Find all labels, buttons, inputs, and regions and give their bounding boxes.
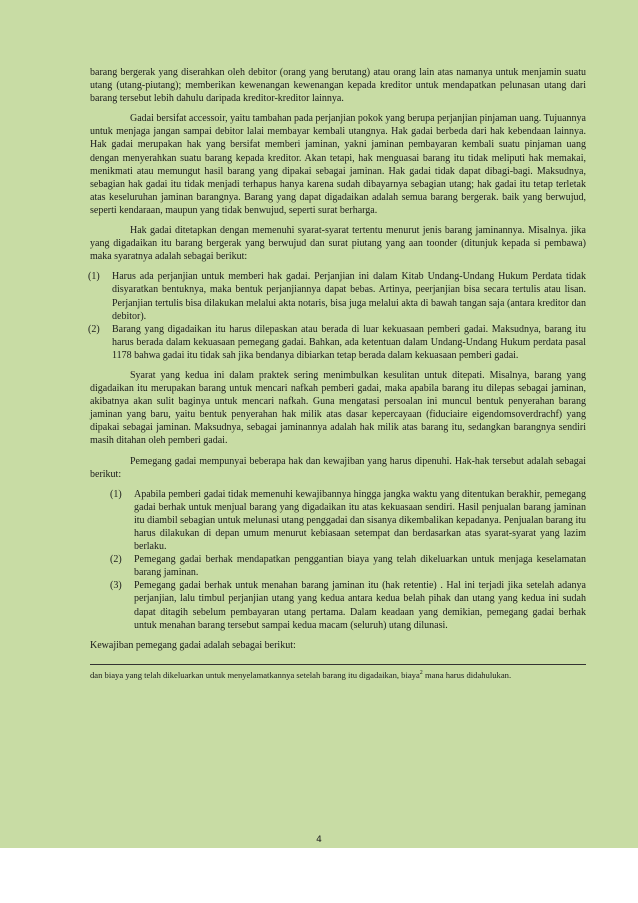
footnote	[90, 669, 586, 681]
list-item-text: Barang yang digadaikan itu harus dilepaskan atau berada di luar kekuasaan pemberi gadai. Maksudnya, barang itu harus berada dalam kekuasaan pemegang gadai. Bahkan, ada ketentuan dalam Undang-Undang Hukum perdata pasal 1178 bahwa gadai itu tidak sah jika bendanya dibiarkan tetap berada dalam kekuasaan pemberi gadai.	[112, 323, 586, 361]
list-item-text: Pemegang gadai berhak mendapatkan penggantian biaya yang telah dikeluarkan untuk menjaga keselamatan barang jaminan.	[134, 554, 586, 579]
list-item	[90, 323, 586, 362]
list-item-text: Apabila pemberi gadai tidak memenuhi kewajibannya hingga jangka waktu yang ditentukan berakhir, pemegang gadai berhak untuk menjual barang yang digadaikan itu atas kekuasaan sendiri. Hasil penjualan barang jaminan itu diambil sebagian untuk melunasi utang penggadai dan sisanya dikembalikan kepadanya. Penjualan barang itu harus dilakukan di depan umum menurut kebiasaan setempat dan berdasarkan atas syarat-syarat yang lazim berlaku.	[134, 488, 586, 553]
footnote-marker: 2	[419, 669, 423, 676]
list-item-number: (2)	[110, 554, 122, 566]
page-content	[90, 66, 586, 681]
list-item	[90, 270, 586, 322]
list-item	[112, 553, 586, 579]
footnote-text: dan biaya yang telah dikeluarkan untuk menyelamatkannya setelah barang itu digadaikan, biaya	[90, 669, 420, 680]
paragraph-syarat: Hak gadai ditetapkan dengan memenuhi syarat-syarat tertentu menurut jenis barang jaminannya. Misalnya. jika yang digadaikan itu barang bergerak yang berwujud dan surat piutang yang aan toonder (ditunjuk kepada si pembawa) maka syaratnya adalah sebagai berikut:	[90, 225, 586, 263]
list-item	[112, 579, 586, 631]
list-item	[112, 488, 586, 553]
syarat-list	[90, 270, 586, 362]
paragraph-pemegang: Pemegang gadai mempunyai beberapa hak dan kewajiban yang harus dipenuhi. Hak-hak tersebut adalah sebagai berikut:	[90, 455, 586, 480]
paragraph-syarat-kedua: Syarat yang kedua ini dalam praktek sering menimbulkan kesulitan untuk ditepati. Misalnya, barang yang digadaikan itu merupakan barang untuk mencari nafkah pemberi gadai, maka apabila barang itu dilepas sebagai jaminan, akibatnya akan sulit baginya untuk mencari nafkah. Guna mengatasi persoalan ini muncul bentuk penyerahan barang jaminan yang baru, yaitu bentuk penyerahan hak milik atas dasar kepercayaan (fiduciaire eigendomsoverdrachf) yang dipakai sebagai jaminan. Maksudnya, sebagai jaminannya adalah hak milik atas barang itu, sedangkan barangnya sendiri masih ditahan oleh pemberi gadai.	[90, 369, 586, 447]
paragraph-accessoir: Gadai bersifat accessoir, yaitu tambahan pada perjanjian pokok yang berupa perjanjian pinjaman uang. Tujuannya untuk menjaga jangan sampai debitor lalai membayar kembali utangnya. Hak gadai berbeda dari hak kebendaan lainnya. Hak gadai merupakan hak yang bersifat memberi jaminan, yakni jaminan pembayaran kembali suatu pinjaman uang dengan menyerahkan suatu barang kepada kreditor. Akan tetapi, hak menguasai barang itu tidak meliputi hak memakai, menikmati atau memungut hasil barang yang dipakai sebagai jaminan. Hak gadai tidak dapat dibagi-bagi. Maksudnya, sebagian hak gadai itu tidak menjadi terhapus hanya karena sudah dibayarnya sebagian utang; hak gadai itu tetap terletak atas keseluruhan jaminan barangnya. Barang yang dapat digadaikan adalah semua barang bergerak. baik yang berwujud, seperti kendaraan, maupun yang tidak benwujud, seperti surat berharga.	[90, 113, 586, 216]
list-item-number: (2)	[88, 323, 100, 335]
list-item-number: (3)	[110, 580, 122, 592]
hak-list	[112, 488, 586, 632]
paragraph-intro: barang bergerak yang diserahkan oleh debitor (orang yang berutang) atau orang lain atas namanya untuk menjamin suatu utang (utang-piutang); memberikan kewenangan kewenangan kepada kreditor untuk mendapatkan pelunasan utang dari barang tersebut lebih dahulu daripada kreditor-kreditor lainnya.	[90, 67, 586, 105]
page-number: 4	[316, 835, 322, 845]
footnote-tail: mana harus didahulukan.	[424, 669, 512, 680]
footnote-divider	[90, 664, 586, 665]
list-item-text: Pemegang gadai berhak untuk menahan barang jaminan itu (hak retentie) . Hal ini terjadi jika setelah adanya perjanjian, lalu timbul perjanjian utang yang kedua antara kedua belah pihak dan utang yang kedua ini sudah dapat ditagih sebelum pembayaran utang pertama. Dalam keadaan yang demikian, pemegang gadai berhak untuk menahan barang tersebut sampai kedua macam (seluruh) utang dilunasi.	[134, 580, 586, 631]
paragraph-kewajiban: Kewajiban pemegang gadai adalah sebagai berikut:	[90, 639, 296, 651]
list-item-text: Harus ada perjanjian untuk memberi hak gadai. Perjanjian ini dalam Kitab Undang-Undang Hukum Perdata tidak disyaratkan bentuknya, maka bentuk perjanjiannya dapat bebas. Artinya, peerjanjian bisa secara tertulis atau lisan. Perjanjian tertulis bisa dilakukan melalui akta notaris, bisa juga melalui akta di bawah tangan saja (antara kreditor dan debitor).	[112, 271, 586, 322]
list-item-number: (1)	[88, 271, 100, 283]
list-item-number: (1)	[110, 488, 122, 500]
